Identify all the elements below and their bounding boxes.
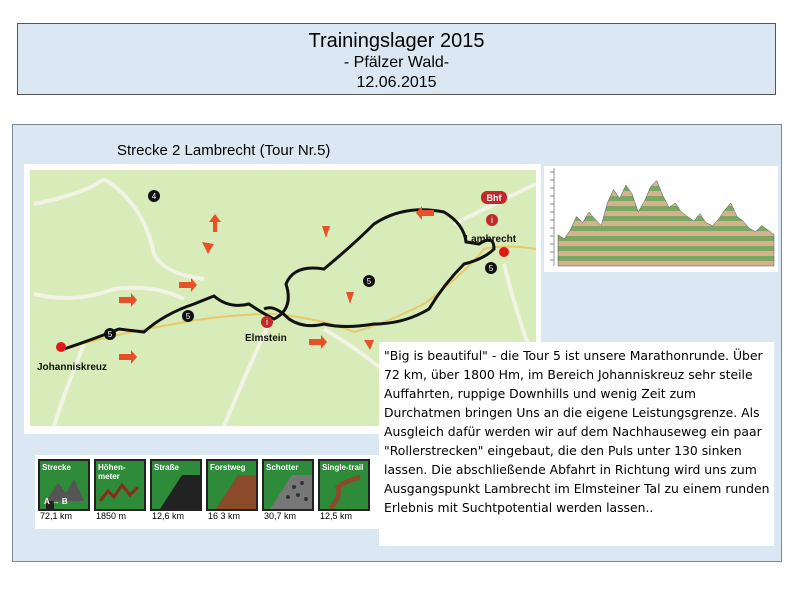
lambrecht-point bbox=[499, 247, 509, 257]
label-johanniskreuz: Johanniskreuz bbox=[37, 362, 108, 373]
distance-ab-label: A → B bbox=[44, 497, 68, 506]
tour-description: "Big is beautiful" - die Tour 5 ist unsere Marathonrunde. Über 72 km, über 1800 Hm, im Bereich Johanniskreuz sehr steile Auffahrten, ruppige Downhills und wenig Zeit zum Durchatmen bringen Uns an die eigene Leistungsgrenze. Als Ausgleich dafür werden wir auf dem Nachhauseweg ein paar "Rollerstrecken" eingebaut, die den Puls unter 130 sinken lassen. Die abschließende Abfahrt in Richtung wird uns zum Ausgangspunkt Lambrecht im Elmsteiner Tal zu einem runden Erlebnis mit Suchtpotential werden lassen.. bbox=[379, 342, 774, 546]
svg-text:5: 5 bbox=[488, 264, 494, 273]
forest-road-icon bbox=[206, 459, 258, 511]
stat-label: Single-trail bbox=[322, 463, 364, 472]
label-elmstein: Elmstein bbox=[245, 333, 287, 344]
elevation-icon bbox=[94, 459, 146, 511]
page-subtitle: - Pfälzer Wald- bbox=[343, 54, 450, 71]
singletrail-icon bbox=[318, 459, 370, 511]
stat-label: Strecke bbox=[42, 463, 71, 472]
svg-text:5: 5 bbox=[107, 330, 113, 339]
tour-stats bbox=[35, 455, 379, 529]
stat-value: 1850 m bbox=[96, 511, 127, 521]
svg-text:4: 4 bbox=[151, 192, 157, 201]
stat-label: Schotter bbox=[266, 463, 299, 472]
svg-text:5: 5 bbox=[366, 277, 372, 286]
train-station-label: Bhf bbox=[486, 193, 502, 203]
distance-icon bbox=[38, 459, 90, 511]
svg-text:i: i bbox=[266, 317, 268, 327]
johanniskreuz-point bbox=[56, 342, 66, 352]
road-icon bbox=[150, 459, 202, 511]
stat-label: Straße bbox=[154, 463, 179, 472]
header-box bbox=[17, 23, 776, 95]
page-date: 12.06.2015 bbox=[356, 74, 437, 91]
stat-label: Forstweg bbox=[210, 463, 246, 472]
elevation-ticks bbox=[550, 172, 554, 260]
svg-text:5: 5 bbox=[185, 312, 191, 321]
stat-value: 16 3 km bbox=[208, 511, 241, 521]
stat-value: 12,6 km bbox=[152, 511, 185, 521]
route-title: Strecke 2 Lambrecht (Tour Nr.5) bbox=[117, 142, 331, 159]
svg-text:i: i bbox=[491, 215, 493, 225]
elevation-profile-svg bbox=[544, 166, 778, 272]
elevation-area bbox=[558, 181, 774, 267]
page-title: Trainingslager 2015 bbox=[308, 30, 485, 52]
elevation-profile bbox=[544, 166, 778, 272]
stat-value: 12,5 km bbox=[320, 511, 353, 521]
stat-value: 30,7 km bbox=[264, 511, 297, 521]
stat-label: Höhen-meter bbox=[98, 463, 126, 481]
label-lambrecht: Lambrecht bbox=[465, 234, 517, 245]
stat-value: 72,1 km bbox=[40, 511, 73, 521]
gravel-icon bbox=[262, 459, 314, 511]
